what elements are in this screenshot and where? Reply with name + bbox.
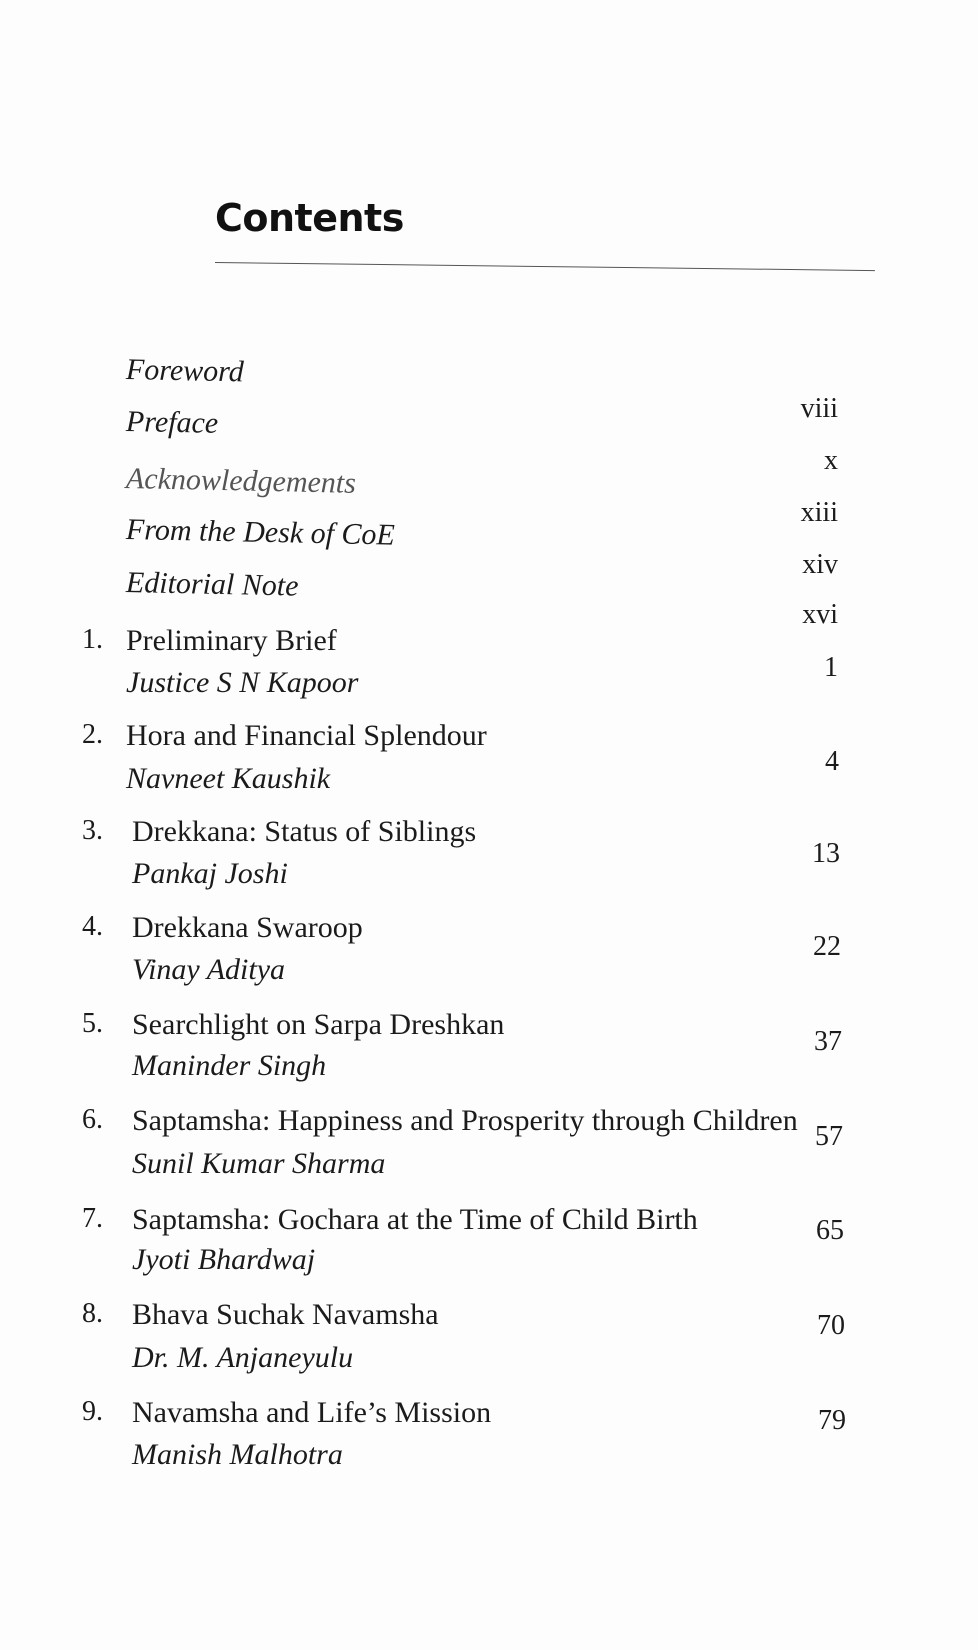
chapter-number: 9. (82, 1396, 103, 1427)
chapter-page: 79 (818, 1405, 846, 1436)
front-matter-page: xvi (802, 599, 838, 630)
chapter-title: Drekkana: Status of Siblings (132, 815, 477, 848)
front-matter-page: xiv (802, 549, 838, 580)
chapter-number: 2. (82, 719, 103, 750)
chapter-page: 13 (812, 838, 840, 869)
front-matter-title: Foreword (125, 353, 245, 389)
heading-rule (215, 262, 875, 271)
chapter-number: 3. (82, 815, 103, 846)
page-title: Contents (215, 196, 404, 240)
chapter-title: Preliminary Brief (126, 624, 337, 657)
chapter-author: Manish Malhotra (132, 1438, 343, 1471)
chapter-page: 57 (815, 1121, 843, 1152)
chapter-number: 8. (82, 1298, 103, 1329)
chapter-author: Vinay Aditya (132, 953, 286, 986)
chapter-number: 7. (82, 1203, 103, 1234)
chapter-author: Maninder Singh (132, 1049, 327, 1082)
chapter-page: 65 (816, 1215, 844, 1246)
chapter-page: 4 (825, 746, 839, 777)
chapter-title: Saptamsha: Happiness and Prosperity through Children (132, 1104, 798, 1137)
chapter-title: Bhava Suchak Navamsha (132, 1298, 439, 1331)
chapter-author: Sunil Kumar Sharma (132, 1147, 386, 1180)
chapter-number: 5. (82, 1008, 103, 1039)
chapter-page: 70 (817, 1310, 845, 1341)
chapter-page: 37 (814, 1026, 842, 1057)
chapter-author: Navneet Kaushik (126, 762, 331, 795)
front-matter-title: From the Desk of CoE (125, 513, 396, 552)
chapter-title: Searchlight on Sarpa Dreshkan (132, 1008, 505, 1041)
front-matter-title: Preface (125, 405, 219, 440)
chapter-author: Justice S N Kapoor (126, 666, 359, 699)
chapter-number: 1. (82, 624, 103, 655)
chapter-page: 22 (813, 931, 841, 962)
chapter-title: Drekkana Swaroop (132, 911, 363, 944)
chapter-author: Pankaj Joshi (132, 857, 288, 890)
front-matter-title: Editorial Note (125, 566, 299, 603)
chapter-title: Navamsha and Life’s Mission (132, 1396, 492, 1429)
front-matter-page: xiii (800, 497, 838, 528)
chapter-author: Jyoti Bhardwaj (132, 1243, 316, 1276)
front-matter-title: Acknowledgements (125, 462, 357, 500)
front-matter-page: viii (800, 393, 838, 424)
front-matter-page: x (824, 445, 838, 476)
chapter-title: Saptamsha: Gochara at the Time of Child Birth (132, 1203, 698, 1236)
chapter-author: Dr. M. Anjaneyulu (132, 1341, 354, 1374)
chapter-page: 1 (824, 652, 838, 683)
chapter-number: 6. (82, 1104, 103, 1135)
chapter-number: 4. (82, 911, 103, 942)
chapter-title: Hora and Financial Splendour (126, 719, 487, 752)
